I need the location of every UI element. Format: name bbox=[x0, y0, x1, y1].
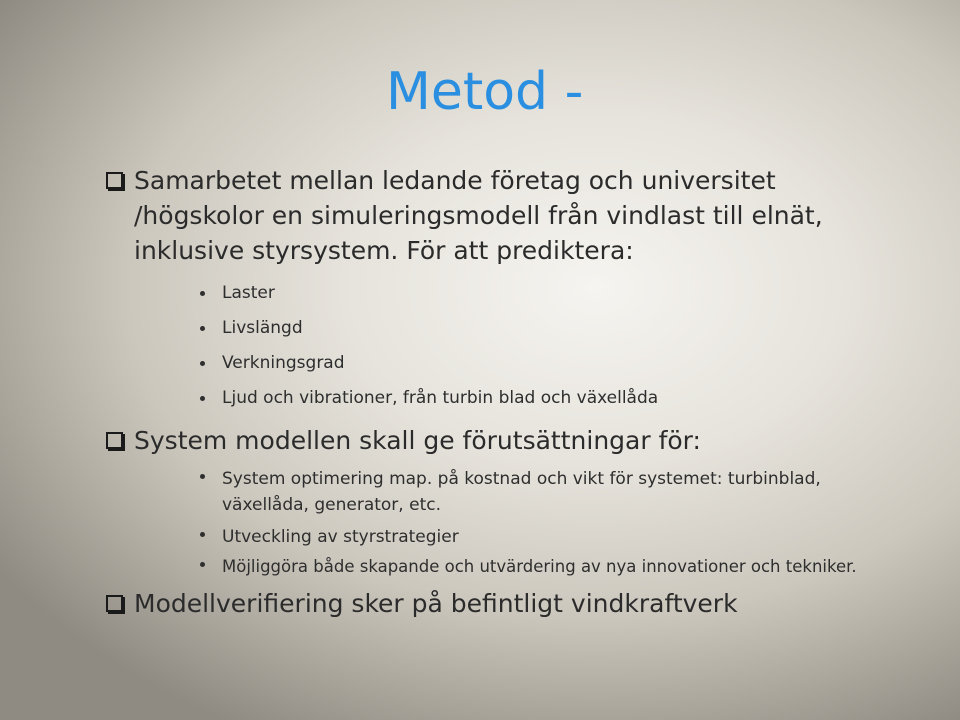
bullet-text-3 bbox=[104, 586, 944, 621]
bullet-dot-icon bbox=[200, 562, 205, 567]
sub-item-label: Utveckling av styrstrategier bbox=[222, 527, 459, 547]
bullet-2-label: System modellen skall ge förutsättningar för: bbox=[134, 426, 701, 455]
sub-item-laster bbox=[200, 283, 940, 318]
sub-item-label: Laster bbox=[222, 283, 275, 303]
bullet-item-3 bbox=[104, 586, 944, 621]
bullet-dot-icon bbox=[200, 396, 205, 401]
bullet-dot-icon bbox=[200, 532, 205, 537]
sub-list-1 bbox=[200, 283, 940, 423]
sub-item-label: Verkningsgrad bbox=[222, 353, 345, 373]
sub-item-livslangd bbox=[200, 318, 940, 353]
slide-title-text: Metod - bbox=[386, 62, 584, 122]
bullet-dot-icon bbox=[200, 474, 205, 479]
checkbox-bullet-icon bbox=[106, 595, 123, 612]
bullet-item-2 bbox=[104, 423, 944, 458]
bullet-text-1 bbox=[104, 163, 944, 268]
sub-item-verkningsgrad bbox=[200, 353, 940, 388]
sub-item-system-optimering bbox=[200, 466, 940, 524]
bullet-text-2 bbox=[104, 423, 944, 458]
bullet-dot-icon bbox=[200, 361, 205, 366]
sub-item-label: Livslängd bbox=[222, 318, 303, 338]
bullet-item-1 bbox=[104, 163, 944, 268]
sub-item-ljud bbox=[200, 388, 940, 423]
sub-item-label: Möjliggöra både skapande och utvärdering av nya innovationer och tekniker. bbox=[222, 557, 857, 576]
checkbox-bullet-icon bbox=[106, 172, 123, 189]
bullet-dot-icon bbox=[200, 326, 205, 331]
sub-item-utveckling bbox=[200, 524, 940, 554]
bullet-dot-icon bbox=[200, 291, 205, 296]
sub-item-label-line-2: växellåda, generator, etc. bbox=[222, 495, 441, 515]
bullet-3-label: Modellverifiering sker på befintligt vindkraftverk bbox=[134, 589, 738, 618]
bullet-1-line-3: inklusive styrsystem. För att prediktera: bbox=[134, 236, 634, 265]
checkbox-bullet-icon bbox=[106, 432, 123, 449]
sub-item-label: Ljud och vibrationer, från turbin blad och växellåda bbox=[222, 388, 659, 408]
bullet-1-line-2: /högskolor en simuleringsmodell från vindlast till elnät, bbox=[134, 201, 823, 230]
sub-item-label-line-1: System optimering map. på kostnad och vikt för systemet: turbinblad, bbox=[222, 469, 821, 489]
bullet-1-line-1: Samarbetet mellan ledande företag och universitet bbox=[134, 166, 776, 195]
sub-list-2 bbox=[200, 466, 940, 584]
sub-item-mojliggora bbox=[200, 554, 940, 584]
